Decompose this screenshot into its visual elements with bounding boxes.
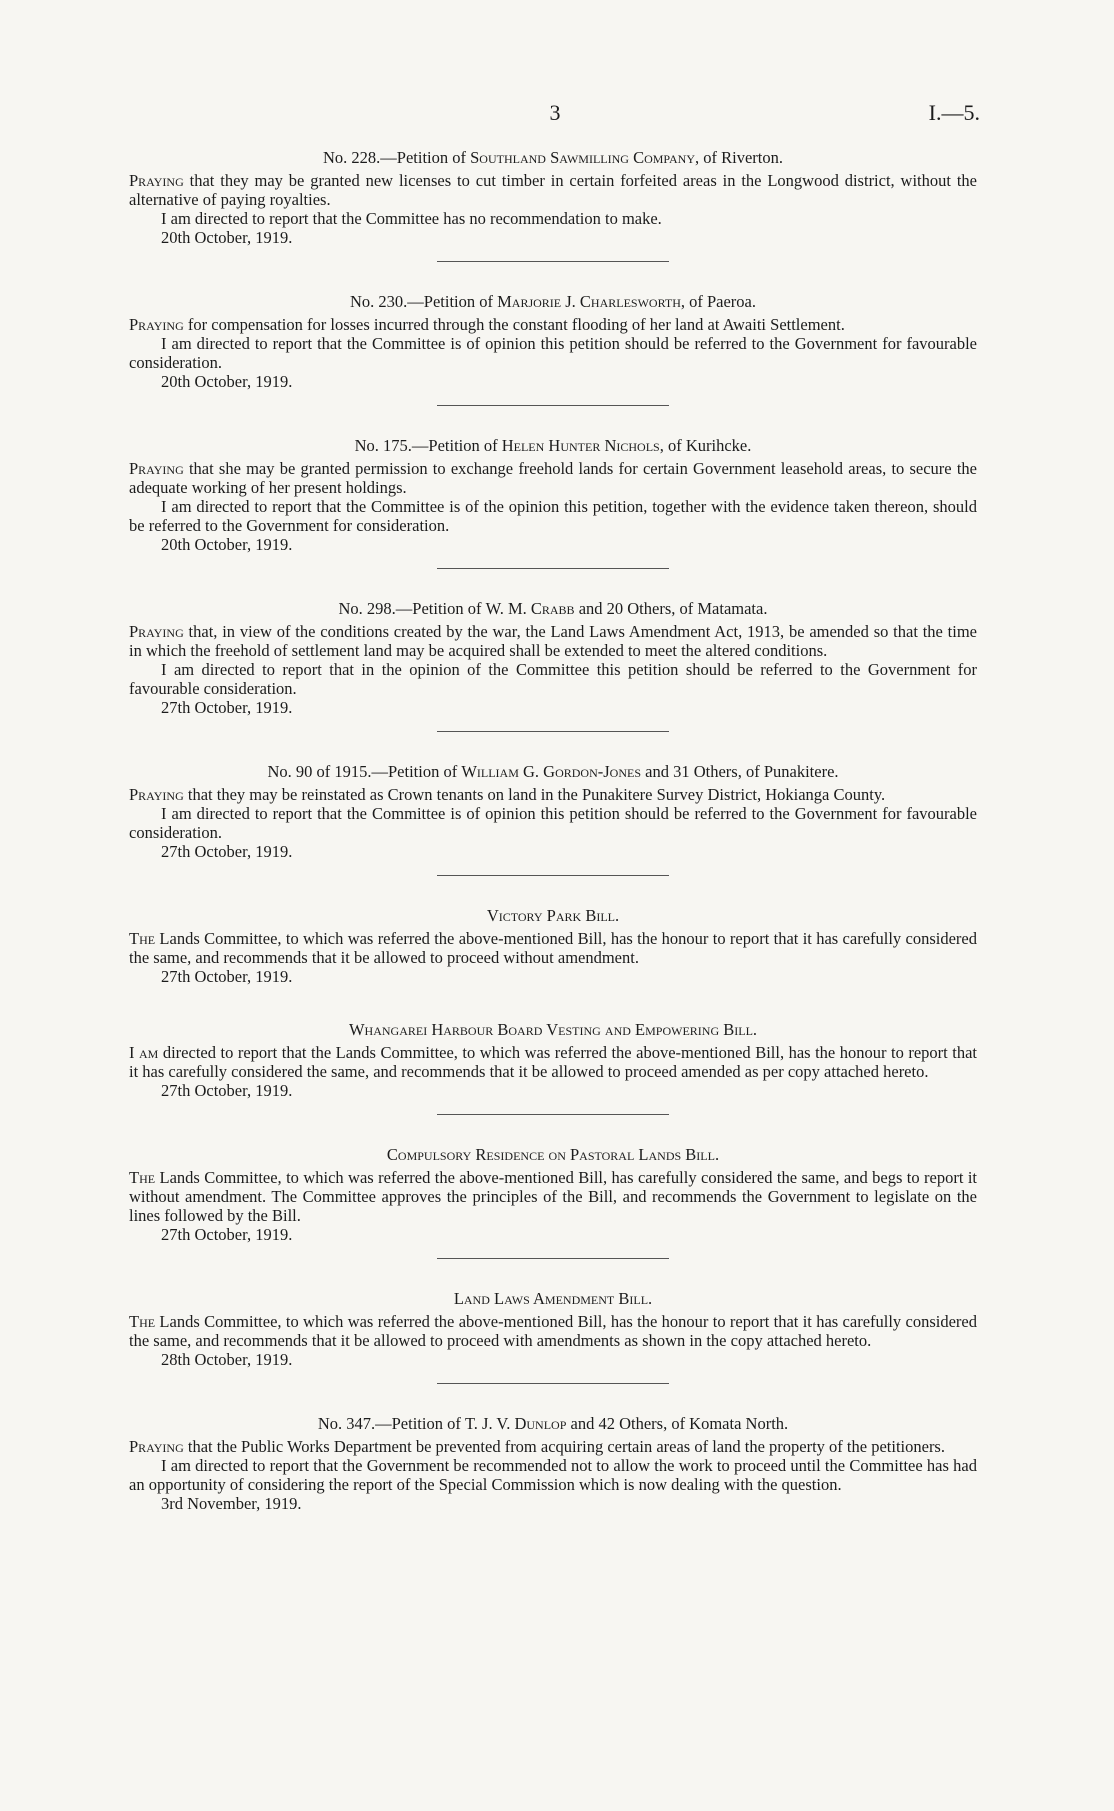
entry-heading: Victory Park Bill. [486,906,620,925]
entry-body: The Lands Committee, to which was referred the above-mentioned Bill, has carefully considered the same, and begs to report it without amendment. The Committee approves the principles of the Bill, and recommends the Government to legislate on the lines followed by the Bill. [129,1168,977,1225]
entry-date: 20th October, 1919. [161,372,293,391]
entry-heading: No. 347.—Petition of T. J. V. Dunlop and 42 Others, of Komata North. [317,1414,789,1433]
entry-date: 27th October, 1919. [161,842,293,861]
entry-date: 20th October, 1919. [161,228,293,247]
petition-entry [129,436,977,569]
page-number: 3 [549,100,561,125]
entry-date: 20th October, 1919. [161,535,293,554]
petition-entry [129,292,977,406]
separator-rule [437,1383,669,1384]
entry-date: 27th October, 1919. [161,698,293,717]
separator-rule [437,875,669,876]
spacer [129,986,977,1020]
entry-date: 27th October, 1919. [161,1225,293,1244]
entry-date: 28th October, 1919. [161,1350,293,1369]
entry-report: I am directed to report that the Committee is of the opinion this petition, together with the evidence taken thereon, should be referred to the Government for consideration. [129,497,977,535]
entry-heading: No. 230.—Petition of Marjorie J. Charlesworth, of Paeroa. [349,292,756,311]
entry-body: Praying that they may be reinstated as Crown tenants on land in the Punakitere Survey District, Hokianga County. [129,785,886,804]
entry-body: Praying that the Public Works Department be prevented from acquiring certain areas of land the property of the petitioners. [129,1437,945,1456]
document-body [129,148,977,1513]
entry-heading: No. 298.—Petition of W. M. Crabb and 20 Others, of Matamata. [338,599,768,618]
entry-body: Praying for compensation for losses incurred through the constant flooding of her land at Awaiti Settlement. [129,315,845,334]
entry-heading: Land Laws Amendment Bill. [453,1289,653,1308]
petition-entry [129,148,977,262]
petition-entry [129,762,977,876]
entry-date: 3rd November, 1919. [161,1494,302,1513]
bill-entry [129,906,977,1020]
entry-report: I am directed to report that in the opinion of the Committee this petition should be referred to the Government for favourable consideration. [129,660,977,698]
entry-report: I am directed to report that the Committee has no recommendation to make. [161,209,662,228]
separator-rule [437,1114,669,1115]
bill-entry [129,1145,977,1259]
petition-entry [129,1414,977,1513]
entry-report: I am directed to report that the Committee is of opinion this petition should be referred to the Government for favourable consideration. [129,334,977,372]
entry-body: Praying that she may be granted permission to exchange freehold lands for certain Government leasehold areas, to secure the adequate working of her present holdings. [129,459,977,497]
entry-heading: No. 175.—Petition of Helen Hunter Nichols, of Kurihcke. [354,436,752,455]
entry-report: I am directed to report that the Committee is of opinion this petition should be referred to the Government for favourable consideration. [129,804,977,842]
separator-rule [437,1258,669,1259]
page-header [0,100,1114,130]
entry-date: 27th October, 1919. [161,967,293,986]
entry-body: Praying that, in view of the conditions created by the war, the Land Laws Amendment Act, 1913, be amended so that the time in which the freehold of settlement land may be acquired shall be extended to meet the altered conditions. [129,622,977,660]
separator-rule [437,731,669,732]
entry-report: I am directed to report that the Government be recommended not to allow the work to proceed until the Committee has had an opportunity of considering the report of the Special Commission which is now dealing with the question. [129,1456,977,1494]
separator-rule [437,405,669,406]
entry-heading: Whangarei Harbour Board Vesting and Empowering Bill. [348,1020,758,1039]
separator-rule [437,261,669,262]
series-code: I.—5. [928,100,980,125]
bill-entry [129,1020,977,1115]
entry-heading: Compulsory Residence on Pastoral Lands Bill. [386,1145,720,1164]
entry-body: The Lands Committee, to which was referred the above-mentioned Bill, has the honour to report that it has carefully considered the same, and recommends that it be allowed to proceed with amendments as shown in the copy attached hereto. [129,1312,977,1350]
separator-rule [437,568,669,569]
entry-body: I am directed to report that the Lands Committee, to which was referred the above-mentioned Bill, has the honour to report that it has carefully considered the same, and recommends that it be allowed to proceed amended as per copy attached hereto. [129,1043,977,1081]
entry-body: The Lands Committee, to which was referred the above-mentioned Bill, has the honour to report that it has carefully considered the same, and recommends that it be allowed to proceed without amendment. [129,929,977,967]
bill-entry [129,1289,977,1384]
petition-entry [129,599,977,732]
entry-date: 27th October, 1919. [161,1081,293,1100]
entry-heading: No. 228.—Petition of Southland Sawmilling Company, of Riverton. [323,148,783,167]
entry-body: Praying that they may be granted new licenses to cut timber in certain forfeited areas in the Longwood district, without the alternative of paying royalties. [129,171,977,209]
entry-heading: No. 90 of 1915.—Petition of William G. Gordon-Jones and 31 Others, of Punakitere. [267,762,839,781]
